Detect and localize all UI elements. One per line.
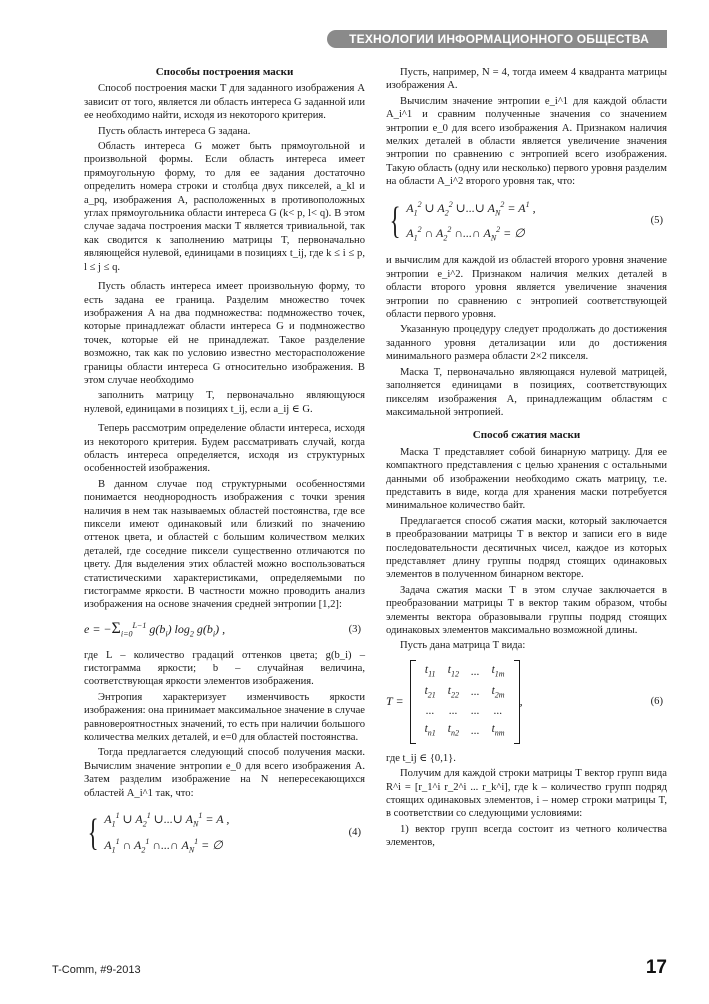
equation-number: (6) bbox=[650, 696, 663, 708]
paragraph: Маска T, первоначально являющаяся нулевой матрицей, заполняется единицами в позициях, соответствующих пикселям изображения A, принадлежащим областям с максимальной энтропией. bbox=[386, 366, 667, 418]
equation-number: (4) bbox=[348, 826, 361, 838]
paragraph: В данном случае под структурными особенностями понимается неоднородность изображения с точки зрения наличия в нем так называемых областей постоянства, где все пиксели имеют одинаковый или близкий по значению оттенок цвета, и областей с большим количеством мелких деталей, где соседние пиксели существенно отличаются по цвету. Для выделения этих областей можно воспользоваться статистическими характеристиками, определяемыми по гистограмме яркости. В частности можно проводить анализ изображения на основе значения средней энтропии [1,2]: bbox=[84, 478, 365, 611]
journal-section-banner: ТЕХНОЛОГИИ ИНФОРМАЦИОННОГО ОБЩЕСТВА bbox=[327, 30, 667, 48]
equation-4 bbox=[84, 807, 365, 858]
paragraph: Тогда предлагается следующий способ получения маски. Вычислим значение энтропии e_0 для всего изображения A. Затем разделим изображение на N непересекающихся областей A_i^1 так, что: bbox=[84, 747, 365, 799]
equation-number: (5) bbox=[650, 215, 663, 227]
paragraph: 1) вектор групп всегда состоит из четного количества элементов, bbox=[386, 823, 667, 849]
paragraph: Вычислим значение энтропии e_i^1 для каждой области A_i^1 и сравним полученные значения со значением энтропии e_0 для всего изображения A. Признаком наличия мелких деталей в области является увеличение значения энтропии по сравнению с энтропией всего изображения. Такую область (одну или несколько) первого уровня разделим на области A_i^2 второго уровня так, что: bbox=[386, 95, 667, 188]
paragraph: Указанную процедуру следует продолжать до достижения заданного уровня детализации или до достижения минимального размера области 2×2 пикселя. bbox=[386, 324, 667, 363]
paragraph: Задача сжатия маски T в этом случае заключается в преобразовании матрицы T в вектор таким образом, чтобы элементы вектора образовывали группы подряд стоящих одинаковых элементов максимально возможной длины. bbox=[386, 584, 667, 636]
paragraph: Энтропия характеризует изменчивость яркости изображения: она принимает максимальное значение в случае равновероятностных значений, то есть при наличии большого количества мелких деталей, и e=0 для областей постоянства. bbox=[84, 691, 365, 744]
page-number: 17 bbox=[645, 957, 667, 978]
paragraph: где L – количество градаций оттенков цвета; g(b_i) – гистограмма яркости; b – случайная величина, соответствующая яркости элементов изображения. bbox=[84, 649, 365, 688]
paragraph: заполнить матрицу T, первоначально являющуюся нулевой, единицами в позициях t_ij, если a_ij ∈ G. bbox=[84, 390, 365, 415]
equation-system: { $A_1^2$ ∪ $A_2^2$ ∪...∪ $A_N^2 = A^1$ , $A_1^2$ ∩ $A_2^2$ ∩...∩ $A_N^2$ = ∅ bbox=[389, 199, 536, 243]
journal-issue: T-Comm, #9-2013 bbox=[52, 964, 141, 976]
paragraph: где t_ij ∈ {0,1}. bbox=[386, 752, 456, 764]
left-column bbox=[84, 66, 365, 866]
right-column bbox=[386, 66, 667, 852]
section-heading-mask-construction: Способы построения маски bbox=[155, 66, 294, 78]
paragraph: Получим для каждой строки матрицы T вектор групп вида R^i = [r_1^i r_2^i ... r_k^i], где k – количество групп подряд стоящих одинаковых элементов, i – номер строки матрицы T, в соответствии со следующими условиями: bbox=[386, 768, 667, 820]
equation-6 bbox=[386, 660, 667, 744]
paragraph: Предлагается способ сжатия маски, который заключается в преобразовании матрицы T в вектор и записи его в виде последовательности десятичных чисел, каждое из которых представляет длину группы подряд стоящих одинаковых элементов в полученном бинарном векторе. bbox=[386, 515, 667, 581]
paragraph: и вычислим для каждой из областей второго уровня значение энтропии e_i^2. Признаком наличия мелких деталей в области второго уровня является увеличение значения энтропии по сравнению с энтропией соответствующей области первого уровня. bbox=[386, 255, 667, 321]
section-heading-mask-compression: Способ сжатия маски bbox=[472, 429, 581, 442]
equation-3 bbox=[84, 619, 365, 641]
equation-number: (3) bbox=[348, 624, 361, 636]
paragraph: Пусть дана матрица T вида: bbox=[400, 640, 526, 652]
equation-5 bbox=[386, 196, 667, 247]
matrix-T: T = $t_{11}$ $t_{12}$ ... $t_{1m}$ $t_{21}$ $t_{22}$ ... $t_{2m}$ ... ... ... ... $t_{n1}$ $t_{n2}$ ... $t_{nm}$ , bbox=[386, 660, 523, 744]
paragraph: Пусть область интереса имеет произвольную форму, то есть задана ее граница. Разделим множество точек изображения A на два подмножества: подмножество точек, которые принадлежат области интереса G и подмножество точек, которые ей не принадлежат. Такое разделение возможно, так как по условию известно месторасположение границы области интереса G относительно изображения. В этом случае необходимо bbox=[84, 281, 365, 386]
entropy-formula: $e = -\Sigma_{i=0}^{L-1}$ $g(b_i)$ $\log_2 g(b_i)$ , bbox=[84, 619, 226, 639]
paragraph: Маска T представляет собой бинарную матрицу. Для ее компактного представления с целью хранения с остальными данными об изображении необходимо сжать матрицу, т.е. представить в виде, когда для хранения маски потребуется минимальное количество байт. bbox=[386, 446, 667, 512]
equation-system: { $A_1^1$ ∪ $A_2^1$ ∪...∪ $A_N^1 = A$ , $A_1^1$ ∩ $A_2^1$ ∩...∩ $A_N^1$ = ∅ bbox=[87, 811, 230, 854]
paragraph: Пусть область интереса G задана. bbox=[98, 125, 251, 137]
paragraph: Теперь рассмотрим определение области интереса, исходя из некоторого критерия. Будем рассматривать случай, когда область интереса определяется, исходя из структурных особенностей изображения. bbox=[84, 423, 365, 475]
paragraph: Способ построения маски T для заданного изображения A зависит от того, является ли область интереса G заданной или ее необходимо найти, исходя из некоторого критерия. bbox=[84, 83, 365, 122]
paragraph: Область интереса G может быть прямоугольной и произвольной формы. Если область интереса имеет прямоугольную форму, то для ее задания достаточно определить номера строки и столбца двух пикселей, a_kl и a_pq, изображения A, расположенных в противоположных углах прямоугольника области интереса G (k< p, l< q). В этом случае задача построения маски T является тривиальной, так как сводится к заполнению матрицы T, первоначально являющейся нулевой, единицами в позициях t_ij, где k ≤ i ≤ p, l ≤ j ≤ q. bbox=[84, 141, 365, 273]
paragraph: Пусть, например, N = 4, тогда имеем 4 квадранта матрицы изображения A. bbox=[386, 67, 667, 92]
